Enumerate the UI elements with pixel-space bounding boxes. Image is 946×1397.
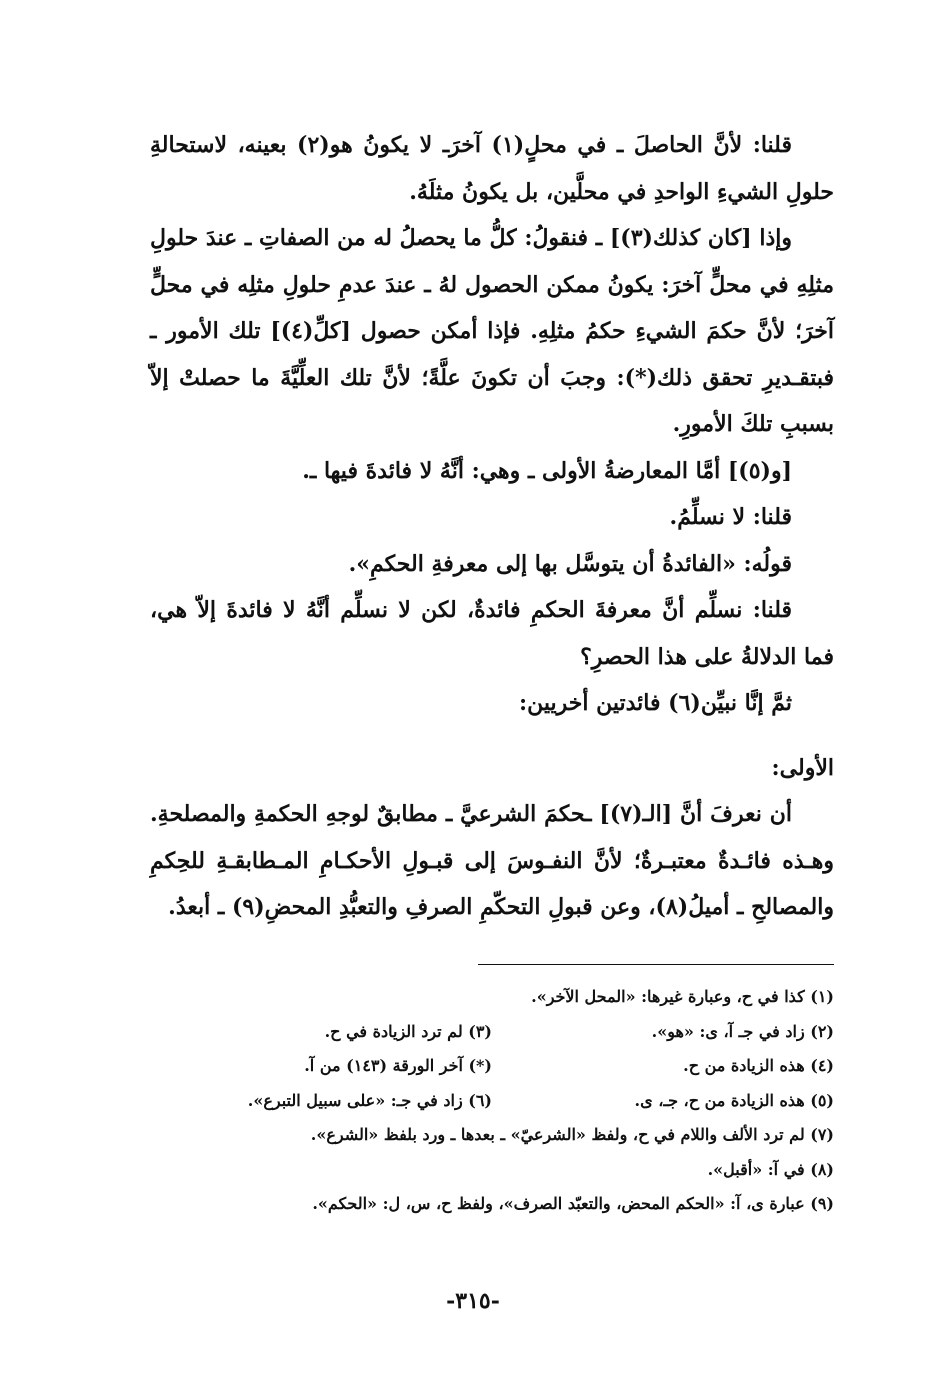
footnote-6: (٦) زاد في جـ: «على سبيل التبرع». [247,1090,492,1110]
footnote-2: (٢) زاد في جـ آ، ى: «هو». [651,1021,834,1041]
footnote-star: (*) آخر الورقة (١٤٣) من آ. [304,1056,492,1075]
footnote-4: (٤) هذه الزيادة من ح. [683,1056,834,1075]
footnote-3: (٣) لم ترد الزيادة في ح. [324,1021,492,1041]
page-number: -٣١٥- [446,1288,500,1314]
footnote-5: (٥) هذه الزيادة من ح، جـ، ى. [634,1090,834,1110]
paragraph-3: [و(٥)] أمَّا المعارضةُ الأولى ـ وهي: أنَّهُ لا فائدةَ فيها ـ. [302,457,792,484]
paragraph-9: أن نعرفَ أنَّ [الـ(٧)] ـحكمَ الشرعيَّ ـ مطابقٌ لوجهِ الحكمةِ والمصلحةِ. وهـذه فائـدةٌ معتبـرةٌ؛ لأنَّ النفـوسَ إلى قبـولِ الأحكـامِ المـطابقـةِ للحِكمِ والمصالحِ ـ أميلُ(٨)، وعن قبولِ التحكّمِ الصرفِ والتعبُّدِ المحضِ(٩) ـ أبعدُ. [150,801,834,920]
footnote-1: (١) كذا في ح، وعبارة غيرها: «المحل الآخر». [531,987,834,1006]
paragraph-6: قلنا: نسلِّم أنَّ معرفةَ الحكمِ فائدةٌ، لكن لا نسلِّم أنَّهُ لا فائدةَ إلاّ هي، فما الدلالةُ على هذا الحصرِ؟ [150,597,834,670]
footnote-7: (٧) لم ترد الألف واللام في ح، ولفظ «الشرعيّ» ـ بعدها ـ ورد بلفظ «الشرع». [310,1125,834,1144]
footnote-row [150,1015,834,1050]
paragraph-4: قلنا: لا نسلِّمُ. [669,504,792,530]
footnotes [150,980,834,1222]
footnote-row [150,1049,834,1084]
page [150,122,835,1213]
footnote-divider [478,964,834,965]
footnote-8: (٨) في آ: «أقبل». [707,1159,834,1179]
paragraph-1: قلنا: لأنَّ الحاصلَ ـ في محلٍ(١) آخرَـ لا يكونُ هو(٢) بعينه، لاستحالةِ حلولِ الشيءِ الواحدِ في محلَّين، بل يكونُ مثلَهُ. [150,132,834,205]
footnote-row [150,1084,834,1119]
paragraph-7: ثمَّ إنَّا نبيِّن(٦) فائدتين أخريين: [518,690,792,716]
footnote-9: (٩) عبارة ى، آ: «الحكم المحض، والتعبّد الصرف»، ولفظ ح، س، ل: «الحكم». [312,1194,834,1213]
section-heading: الأولى: [771,754,834,781]
paragraph-5: قولُه: «الفائدةُ أن يتوسَّل بها إلى معرفةِ الحكمِ». [348,550,792,577]
main-text [150,122,834,931]
paragraph-2: وإذا [كان كذلك(٣)] ـ فنقولُ: كلُّ ما يحصلُ له من الصفاتِ ـ عندَ حلولِ مثلِهِ في محلٍّ آخرَ: يكونُ ممكن الحصول لهُ ـ عندَ عدمِ حلولِ مثلِه في محلٍّ آخرَ؛ لأنَّ حكمَ الشيءِ حكمُ مثلِهِ. فإذا أمكن حصول [كلِّ(٤)] تلك الأمور ـ فبتقـديرِ تحقق ذلك(*): وجبَ أن تكونَ علَّةً؛ لأنَّ تلك العلِّيَّةَ ما حصلتْ إلاّ بسببِ تلكَ الأمورِ. [150,225,835,437]
